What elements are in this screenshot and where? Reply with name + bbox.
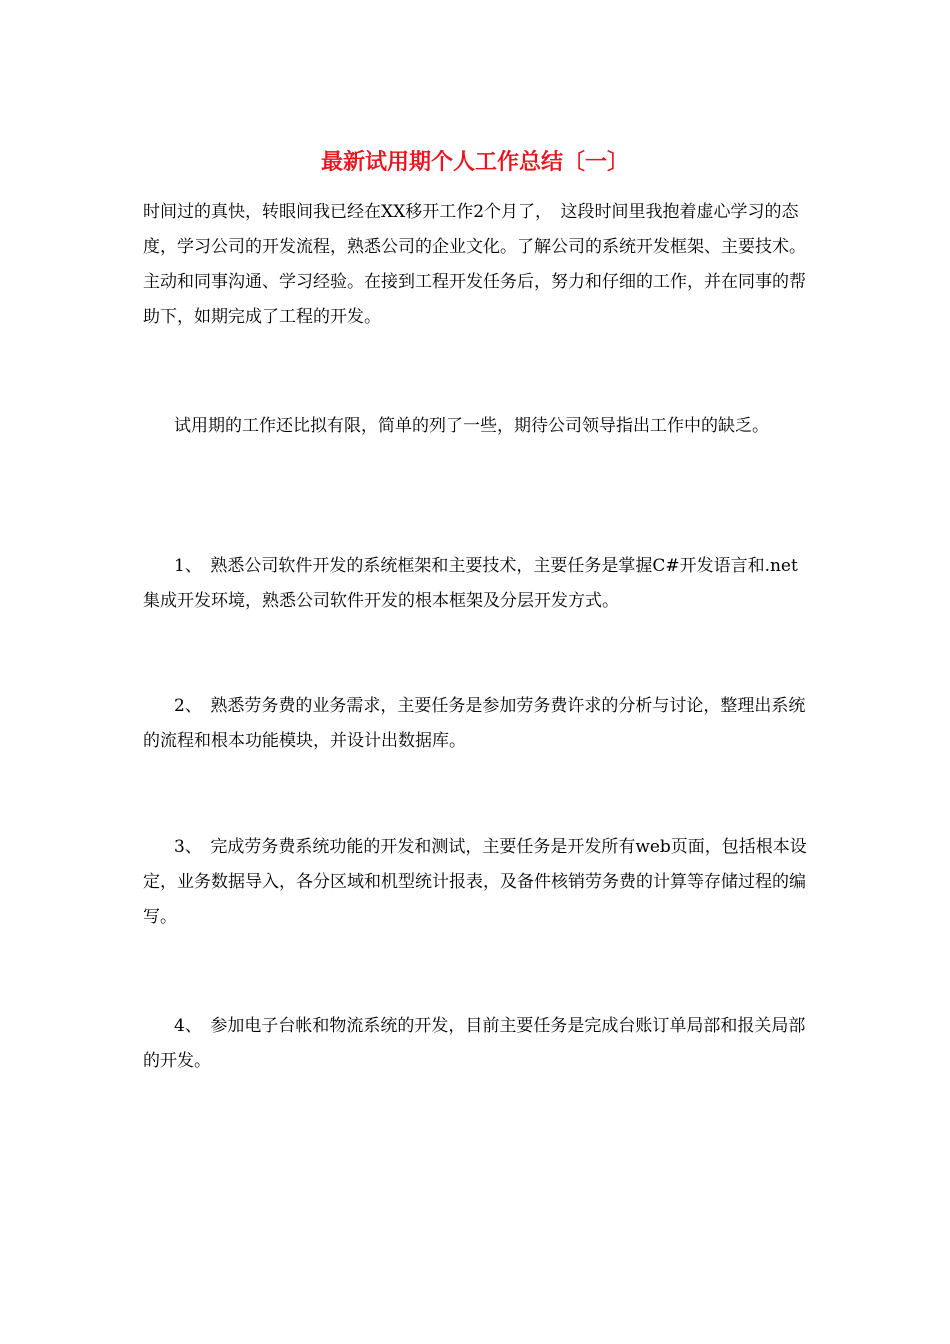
- intro-paragraph: 时间过的真快，转眼间我已经在XX移开工作2个月了， 这段时间里我抱着虚心学习的态度，学习公司的开发流程，熟悉公司的企业文化。了解公司的系统开发框架、主要技术。主动和同事沟通、学习经验。在接到工程开发任务后，努力和仔细的工作，并在同事的帮助下，如期完成了工程的开发。: [143, 202, 806, 327]
- document-title: 最新试用期个人工作总结〔一〕: [320, 150, 629, 175]
- list-item: 2、 熟悉劳务费的业务需求，主要任务是参加劳务费许求的分析与讨论，整理出系统的流程和根本功能模块，并设计出数据库。: [143, 696, 806, 751]
- list-item: 1、 熟悉公司软件开发的系统框架和主要技术，主要任务是掌握C#开发语言和.net集成开发环境，熟悉公司软件开发的根本框架及分层开发方式。: [143, 556, 798, 611]
- list-item: 4、 参加电子台帐和物流系统的开发，目前主要任务是完成台账订单局部和报关局部的开发。: [143, 1016, 806, 1071]
- note-paragraph: 试用期的工作还比拟有限，简单的列了一些，期待公司领导指出工作中的缺乏。: [174, 416, 769, 436]
- list-item: 3、 完成劳务费系统功能的开发和测试，主要任务是开发所有web页面，包括根本设定，业务数据导入，各分区域和机型统计报表，及备件核销劳务费的计算等存储过程的编写。: [143, 837, 807, 927]
